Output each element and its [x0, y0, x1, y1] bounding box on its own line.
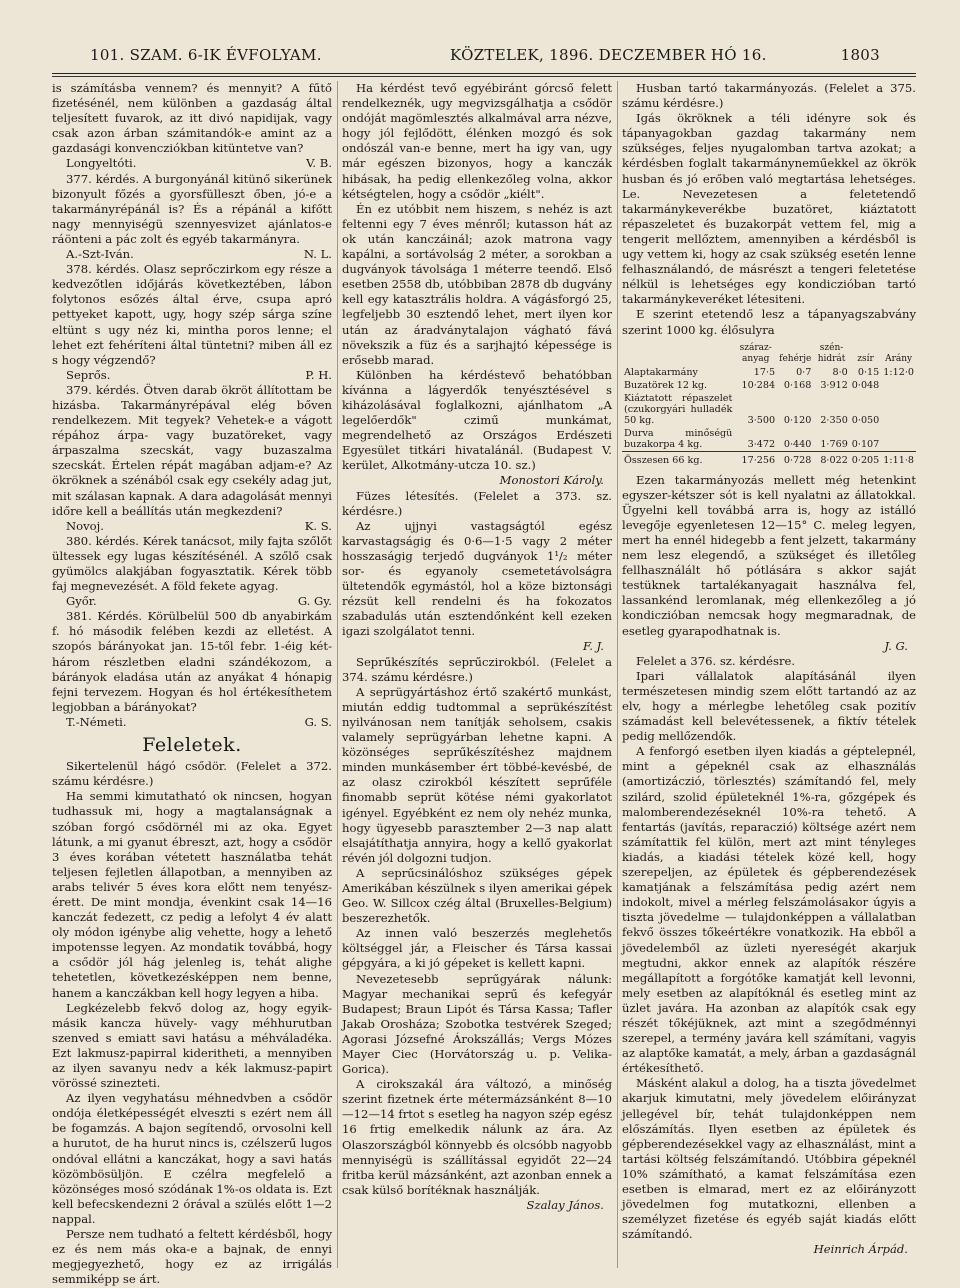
question-378: 378. kérdés. Olasz seprőczirkom egy része a kedvezőtlen időjárás következtében, lábon folytonos esőzés által érve, csupa apró pettyeket kapott, ugy, hogy szép sárga színe eltünt s ugy néz ki, mintha poros lenne; el lehet ezt fehéríteni által tüntetni? miben áll ez s hogy végzendő? [52, 262, 332, 367]
column-divider [337, 81, 338, 1268]
table-row [622, 427, 916, 452]
table-total-row [622, 451, 916, 467]
table-header-row [622, 342, 916, 366]
cell: 0·7 [796, 366, 812, 378]
paragraph: Különben ha kérdéstevő behatóbban kívánna a lágyerdők tenyésztésével s kiházolásával foglalkozni, ajánlhatom „A legelőerdők" czimű munkámat, megrendelhető az Országos Erdészeti Egyesület titkári hivatalánál. (Budapest V. kerület, Alkotmány-utcza 10. sz.) [342, 367, 612, 473]
cell: 0·050 [851, 414, 880, 426]
cell: 17·256 [734, 451, 777, 467]
cell: 1·769 [820, 438, 848, 450]
paragraph: Ezen takarmányozás mellett még hetenkint egyszer-kétszer sót is kell nyalatni az állatokkal. Ügyelni kell továbbá arra is, hogy az istálló levegője egyenletesen 12—15° C. meleg legyen, mert ha ennél hidegebb a fent jelzett, takarmány nem lesz elegendő, a szükséget és illetőleg fellhasználált hő pótlására s akkor saját testüknek tartalékanyagait használva fel, lassankénd leromlanak, még ellenkezőleg a jó kondiczióban nemcsak hogy megmaradnak, de esetleg gyarapodhatnak is. [622, 472, 916, 638]
section-heading: Feleletek. [142, 734, 242, 757]
paragraph: Az ujjnyi vastagságtól egész karvastagságig és 0·6—1·5 vagy 2 méter hosszaságig terjedő dugványok 1¹/₂ méter sor- és egyanoly csemetetávolságra ültetendők egymástól, hol a köze biztonsági rézsüt kell rendelni és ha fokozatos szabadulás után esztendőnként kell ezeken igazi szolgálatot tenni. [342, 518, 612, 639]
paragraph: Legkézelebb fekvő dolog az, hogy egyik-másik kancza hüvely- vagy méhhurutban szenved s emiatt savi hatásu a méhváladéka. Ezt lakmusz-papirral kideritheti, a mennyiben az ilyen savanyu nedv a kék lakmusz-papirt vörössé szinezteti. [52, 1000, 332, 1091]
cell [881, 427, 916, 452]
paragraph: is számításba vennem? és mennyit? A fűtő fizetésénél, nem különben a gazdaság által teljesített fuvarok, az itt divó napidijak, vagy csak azon árban számitandók-e amint az a gazdasági konvencziókban kitüntetve van? [52, 81, 332, 156]
cell: 0·440 [783, 438, 812, 450]
table-header: száraz-anyag [739, 342, 772, 364]
header-rule [52, 73, 916, 74]
signature: Monostori Károly. [499, 473, 604, 488]
signature-place: Győr. [66, 594, 97, 609]
row-label: Alaptakarmány [624, 366, 698, 378]
paragraph: A cirokszakál ára változó, a minőség szerint fizetnek érte métermázsánként 8—10—12—14 frtot s esetleg ha nagyon szép egész 16 frtig emelkedik nálunk az ára. Az Olaszországból könnyebb és olcsóbb nagyobb mennyiségü is szállítással egyidőt 22—24 fritba kerül mázsánként, azt azonban ennek a csak külső borítéknak használják. [342, 1077, 612, 1197]
answer-title: Seprűkészítés seprűczirokból. (Felelet a 374. számu kérdésre.) [342, 654, 612, 684]
paragraph: Ha semmi kimutatható ok nincsen, hogyan tudhassuk mi, hogy a magtalanságnak a szóban forgó csődörnél mi az oka. Egyet látunk, a mi gyanut ébreszt, azt, hogy a csődör 3 éves korában vétetett használatba tehát teljesen fejletlen állapotban, a mennyiben az arabs telivér 5 éves kora előtt nem tenyész-érett. De mint mondja, évenkint csak 14—16 kanczát fedezett, cz pedig a lefolyt 4 év alatt oly módon igénybe alig vehette, hogy a lehető impotensse legyen. Az mondatik továbbá, hogy a csődör jól hág jelenleg is, tehát alighe tehetetlen, következésképpen nem benne, hanem a kanczákban kell hogy legyen a hiba. [52, 789, 332, 1000]
cell: 0·728 [777, 451, 813, 467]
paragraph: Ipari vállalatok alapításánál ilyen természetesen mindig szem előtt tartandó az az elv, hogy a mérlegbe lehetőleg csak pozitív számadást kell belevétessenek, a fiktív tételek pedig mellőzendők. [622, 668, 916, 744]
column-divider [617, 81, 618, 1268]
signature-place: Longyeltóti. [66, 156, 137, 171]
table-row [622, 366, 916, 379]
table-row [622, 392, 916, 427]
row-label: Durva minőségü buzakorpa 4 kg. [624, 427, 733, 450]
signature [52, 156, 332, 171]
page-number: 1803 [840, 46, 880, 64]
signature-place: A.-Szt-Iván. [66, 247, 134, 262]
cell [881, 392, 916, 427]
signature-initials: G. Gy. [297, 594, 332, 609]
table-header: zsír [857, 353, 874, 364]
cell [881, 379, 916, 392]
cell: 0·168 [783, 379, 812, 391]
signature-place: Novoj. [66, 518, 104, 533]
answer-title: Füzes létesítés. (Felelet a 373. sz. kérdésre.) [342, 488, 612, 518]
signature-initials: G. S. [304, 714, 332, 729]
feed-table [622, 342, 916, 467]
signature [52, 594, 332, 609]
paragraph: A fenforgó esetben ilyen kiadás a géptelepnél, mint a gépeknél csak az elhasználás (amortizáczió, törlesztés) számítandó fel, mely szilárd, szolid épületeknél 1%-ra, gőzgépek és malomberendezéseknél 10%-ra tehető. A fentartás (javítás, reparaczió) költsége azért nem számítattik fel külön, mert azt mint tényleges kiadás, a kiadási tételek közé kell, hogy szerepeljen, az épületek és gépberendezések kamatjának a felszámítása pedig azért nem indokolt, mivel a mérleg felszámolásakor úgyis a tiszta jövedelme — tulajdonképpen a vállalatban fekvő összes tőkeértékre vonatkozik. Ha ebből a jövedelemből az üzleti nyereségét akarjuk megtudni, akkor ennek az alapítók részére megállapított a forgótőke kamatját kell levonni, mely esetben az alapítóknál és esetleg mint az üzlet javára. Ha azonban az alapítók csak egy részét tőkéjüknek, azt mint a szegődménnyi szerepel, a termény javára kell számítani, vagyis az alaptőke kamatát, a mely, árban a gazdaságnál értékesíthető. [622, 744, 916, 1076]
signature [52, 715, 332, 730]
paragraph: Persze nem tudható a feltett kérdésből, hogy ez és nem más oka-e a bajnak, de ennyi megjegyezhető, hogy ez az irrigálás semmiképp se árt. [52, 1227, 332, 1287]
row-label: Kiáztatott répaszelet (czukorgyári hulladék 50 kg. [624, 392, 733, 426]
cell: 17·5 [753, 366, 776, 378]
paragraph: Az ilyen vegyhatásu méhnedvben a csődör ondója életképességét elveszti s ezért nem áll be fogamzás. A bajon segítendő, orvosolni kell a hurutot, de ha hurut nincs is, czélszerű lugos ondóval ellátni a kanczákat, hogy a savi hatás közömbösüljön. E czélra megfelelő a közönséges mosó szódának 1%-os oldata is. Ezt kell befecskendezni 2 órával a szülés előtt 1—2 nappal. [52, 1091, 332, 1226]
cell: 8·022 [813, 451, 849, 467]
signature: Szalay János. [526, 1197, 604, 1212]
signature [52, 519, 332, 534]
signature [52, 247, 332, 262]
column-2 [342, 81, 612, 1278]
cell: 0·107 [851, 438, 880, 450]
cell: 3·912 [820, 379, 848, 391]
cell: 0·120 [783, 414, 812, 426]
cell: 0·048 [851, 379, 880, 391]
cell: 2·350 [820, 414, 848, 426]
signature: F. J. [582, 639, 604, 654]
signature-initials: V. B. [306, 156, 332, 171]
answer-title: Felelet a 376. sz. kérdésre. [636, 653, 796, 668]
column-3 [622, 81, 916, 1278]
row-label: Összesen 66 kg. [622, 451, 734, 467]
paragraph: A seprügyártáshoz értő szakértő munkást, miután eddig tudtommal a seprükészítést nyilvánosan nem tanítják seholsem, csakis valamely seprügyárban lehetne kapni. A közönséges seprűkészítéshez majdnem minden munkásember ért többé-kevésbé, de az olasz czirokból készített seprűféle finomabb seprüt kötése némi gyakorlatot igényel. Egyébként ez nem oly nehéz munka, hogy ügyesebb parasztember 2—3 nap alatt elsajátíthatja annyira, hogy a kellő gyakorlat révén jól dolgozni tudjon. [342, 684, 612, 865]
paragraph: Én ez utóbbit nem hiszem, s nehéz is azt feltenni egy 7 éves ménről; kutasson hát az ok után kanczáinál; azok matrona vagy kapálni, a sortávolság 2 méter, a sorokban a dugványok távolsága 1 méterre teendő. Első esetben 2558 db, utóbbiban 2878 db dugvány kell egy katasztrális holdra. A vágásforgó 25, legfeljebb 30 esztendő lehet, mert ilyen kor után az áradványtalajon vágható fává növekszik a füz és a sarjhajtó képessége is erősebb marad. [342, 201, 612, 367]
issue-number: 101. SZAM. 6-IK ÉVFOLYAM. [90, 46, 322, 64]
table-header: fehérje [779, 353, 812, 364]
cell: 3·472 [747, 438, 776, 450]
paragraph: A seprűcsinálóshoz szükséges gépek Amerikában készülnek s ilyen amerikai gépek Geo. W. Sillcox czég által (Bruxelles-Belgium) beszerezhetők. [342, 865, 612, 926]
paragraph: Az innen való beszerzés meglehetős költséggel jár, a Fleischer és Társa kassai gépgyára, a ki jó gépeket is kellett kapni. [342, 926, 612, 971]
question-381: 381. Kérdés. Körülbelül 500 db anyabirkám f. hó második felében kezdi az elletést. A szopós bárányokat jan. 15-től febr. 1-éig két-három részletben eladni szándékozom, a bárányok eladása után az anyákat 4 hónapig fejni tervezem. Hogyan és hol értékesíthetem legjobban a bárányokat? [52, 609, 332, 714]
question-377: 377. kérdés. A burgonyánál kitünő sikerünek bizonyult főzés a gyorsfülleszt őben, jó-e a takarmányrépánál is? És a répánál a kifőtt nagy mennyiségü szennyesvizet ajánlatos-e ráönteni a pác zolt és egyéb takarmányra. [52, 171, 332, 246]
signature-initials: K. S. [304, 518, 332, 533]
page-header [52, 40, 912, 70]
column-1 [52, 81, 332, 1287]
signature-place: Seprős. [66, 367, 111, 382]
cell: 8·0 [832, 366, 848, 378]
signature-place: T.-Németi. [66, 714, 127, 729]
cell: 0·15 [857, 366, 880, 378]
paragraph: Nevezetesebb seprűgyárak nálunk: Magyar mechanikai seprű és kefegyár Budapest; Braun Lipót és Társa Kassa; Tafler Jakab Orosháza; Szobotka testvérek Szeged; Agorasi Józsefné Árokszállás; Vergs Mózes Mayer Ciec (Horvátország u. p. Velika-Gorica). [342, 971, 612, 1077]
cell: 1:12·0 [883, 366, 914, 378]
row-label: Buzatörek 12 kg. [624, 379, 708, 391]
answer-title: Husban tartó takarmányozás. (Felelet a 375. számu kérdésre.) [622, 81, 916, 111]
question-380: 380. kérdés. Kérek tanácsot, mily fajta szőlőt ültessek egy lugas készítésénél. A szőlő csak gyümölcs alakjában fogyasztatik. Kérek több faj megnevezését. A föld fekete agyag. [52, 533, 332, 594]
question-379: 379. kérdés. Ötven darab ökröt állítottam be hizásba. Takarmányrépával elég bőven rendelkezem. Mit tegyek? Vehetek-e a vágott répához árpa- vagy buzatöreket, vagy árpaszalma szecskát, vagy buzaszalma szecskát. Értelen répát magában adjam-e? Az ökröknek a szénából csak egy csekély adag jut, mit szálasan kapnak. A dara adagolását mennyi időre kell a beállítás után megkezdeni? [52, 382, 332, 518]
table-header: szén-hidrát [817, 342, 846, 364]
paragraph: Másként alakul a dolog, ha a tiszta jövedelmet akarjuk kimutatni, mely jövedelem előirányzat jellegével bír, tehát tulajdonképpen nem előszámítás. Ilyen esetben az épületek és gépberendezésekkel vagy az elhasználást, mint a tartási költség felszámítandó. Utóbbira gépeknél 10% számítható, a kamat felszámítása ezen esetben is elmarad, mert ez az előirányzott jövedelmen fog mutatkozni, ellenben a személyzet fizetése és egyéb saját kiadás előtt számítandó. [622, 1076, 916, 1242]
paragraph: Ha kérdést tevő egyébiránt górcső felett rendelkeznék, ugy megvizsgálhatja a csődör ondóját magömlesztés alkalmával arra nézve, hogy jól fejlődött, élénken mozgó és sok ondószál van-e benne, mert ha igy van, ugy már egészen bizonyos, hogy a kanczák hibásak, ha pedig ellenkezőleg volna, akkor kétségtelen, hogy a csődör „kiélt". [342, 81, 612, 201]
header-rule-thin [52, 76, 916, 77]
cell: 0·205 [850, 451, 881, 467]
cell: 3·500 [747, 414, 776, 426]
answer-title: Sikertelenül hágó csődör. (Felelet a 372. számu kérdésre.) [52, 759, 332, 789]
signature: Heinrich Árpád. [813, 1242, 908, 1257]
signature-initials: N. L. [303, 247, 332, 262]
paragraph: Igás ökröknek a téli idényre sok és tápanyagokban gazdag takarmány nem szükséges, feljes nyugalomban tartva azokat; a kérdésben foglalt takarmányneműekkel az ökrök husban és jó erőben való megtartása lehetséges. Le. Nevezetesen a feletetendő takarmánykeverékbe buzatöret, kiáztatott répaszeletet és buzakorpát vettem fel, mig a tengerit mellőztem, amennyiben a kérdésből is ugy vettem ki, hogy az csak szükség esetén lenne felhasználandó, de másrészt a tengeri feletetése nélkül is lehetséges egy kondiczióban tartó takarmánykeveréket létesiteni. [622, 111, 916, 307]
table-row [622, 379, 916, 392]
signature-initials: P. H. [305, 367, 332, 382]
signature: J. G. [884, 638, 908, 653]
paragraph: E szerint etetendő lesz a tápanyagszabvány szerint 1000 kg. élősulyra [622, 307, 916, 337]
publication-title: KÖZTELEK, 1896. DECZEMBER HÓ 16. [450, 46, 767, 64]
signature [52, 368, 332, 383]
cell: 1:11·8 [881, 451, 916, 467]
cell: 10·284 [741, 379, 776, 391]
table-header: Arány [885, 353, 913, 364]
